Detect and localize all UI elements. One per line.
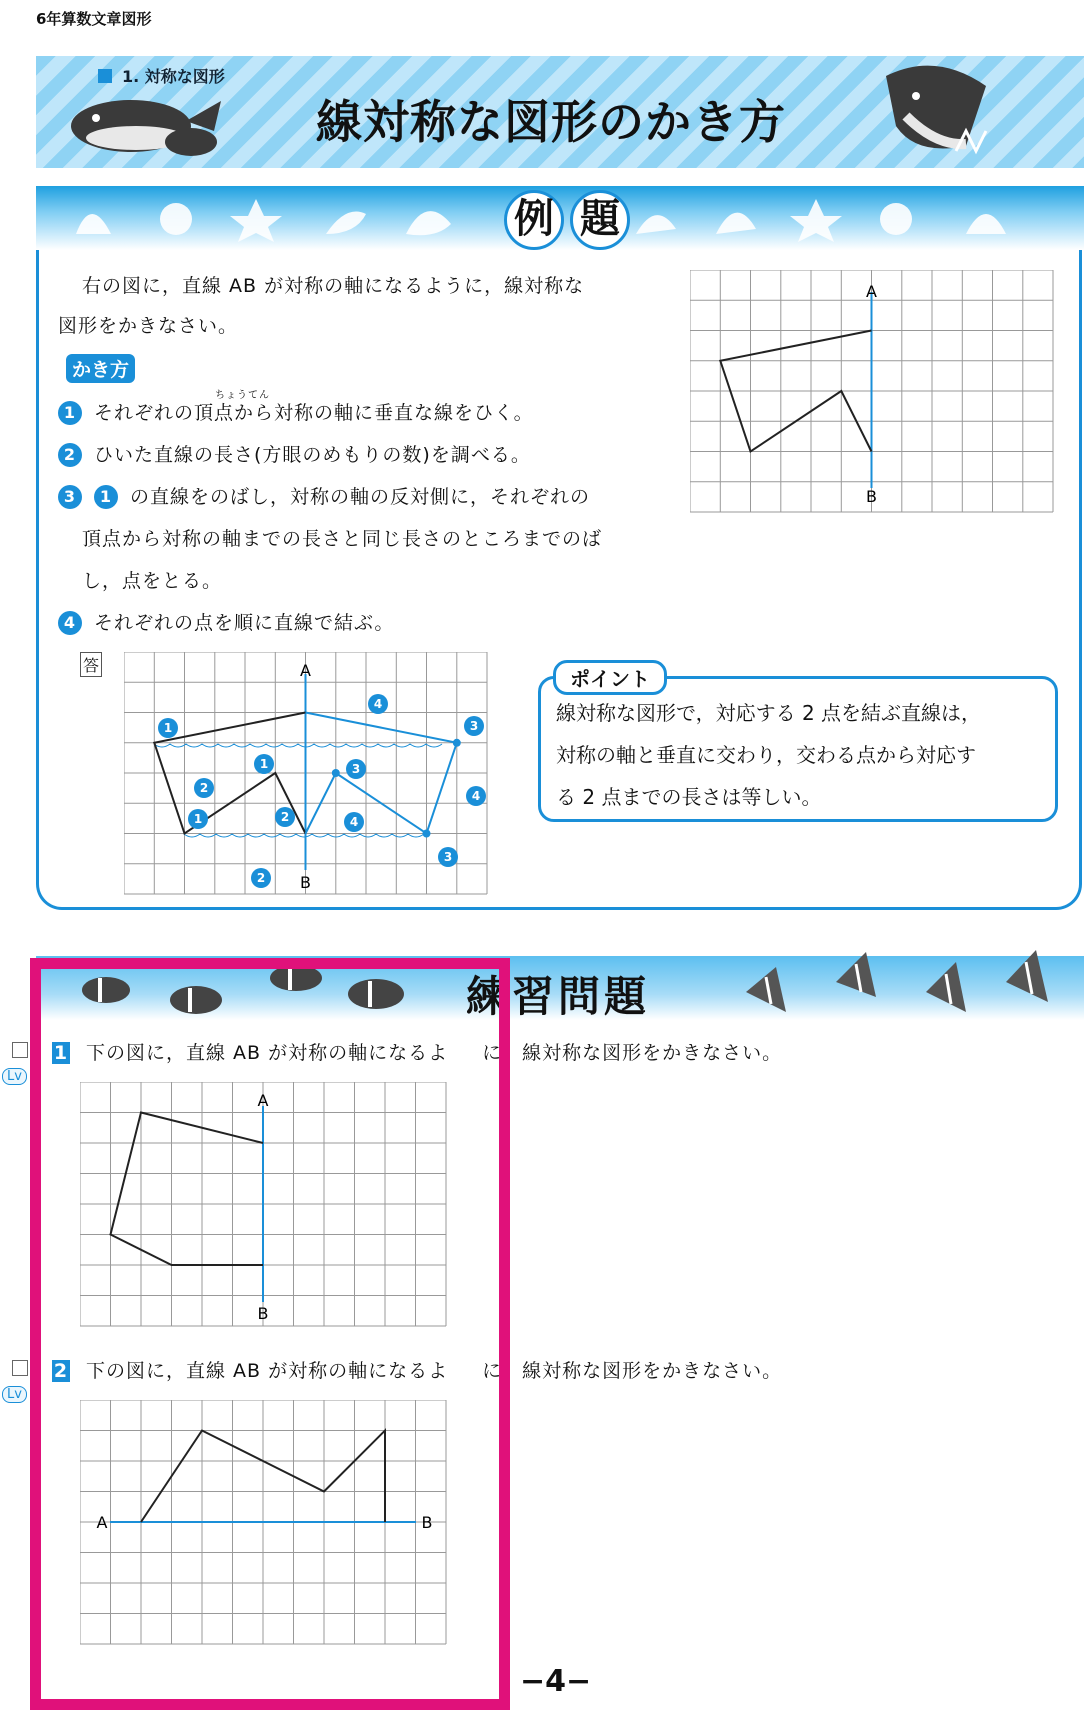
marker-1c: 1 bbox=[259, 757, 269, 771]
marker-4c: 4 bbox=[471, 789, 481, 803]
q1-axis-label-a: A bbox=[257, 1091, 269, 1110]
title-banner bbox=[36, 56, 1084, 168]
shell-decorations-left bbox=[66, 194, 486, 244]
marker-3b: 3 bbox=[469, 719, 479, 733]
step-number: 3 bbox=[58, 485, 82, 509]
marker-1a: 1 bbox=[163, 721, 173, 735]
marker-2b: 2 bbox=[280, 810, 290, 824]
page-title: 線対称な図形のかき方 bbox=[316, 95, 786, 149]
marker-2a: 2 bbox=[199, 781, 209, 795]
question-1-checkbox[interactable] bbox=[12, 1042, 28, 1058]
step-number: 1 bbox=[58, 401, 82, 425]
document-label: 6年算数文章図形 bbox=[36, 10, 152, 28]
problem-line-1: 右の図に，直線 AB が対称の軸になるように，線対称な bbox=[82, 275, 585, 297]
example-banner bbox=[36, 186, 1084, 250]
problem-text bbox=[58, 266, 678, 346]
question-text-b: に，線対称な図形をかきなさい。 bbox=[482, 1360, 783, 1382]
step-3-cont-1: 頂点から対称の軸までの長さと同じ長さのところまでのば bbox=[82, 528, 603, 550]
answer-axis-label-b: B bbox=[300, 873, 311, 892]
section-label-text: 1. 対称な図形 bbox=[122, 67, 225, 86]
step-4 bbox=[58, 608, 394, 635]
example-char-2: 題 bbox=[570, 190, 630, 250]
page-number: −4− bbox=[520, 1664, 592, 1699]
step-3-cont-2: し，点をとる。 bbox=[82, 570, 223, 592]
problem-line-2: 図形をかきなさい。 bbox=[58, 315, 239, 337]
question-2-level: Lv bbox=[2, 1386, 27, 1403]
point-line-3: る 2 点までの長さは等しい。 bbox=[556, 785, 822, 809]
step-number: 4 bbox=[58, 611, 82, 635]
point-label: ポイント bbox=[553, 660, 667, 695]
marker-2c: 2 bbox=[256, 871, 266, 885]
marker-4a: 4 bbox=[349, 815, 359, 829]
question-number: 2 bbox=[53, 1360, 69, 1382]
example-char-1: 例 bbox=[504, 190, 564, 250]
question-text-a: 下の図に，直線 AB が対称の軸になるよ bbox=[86, 1360, 449, 1382]
answer-grid-figure bbox=[124, 652, 496, 902]
step-1 bbox=[58, 398, 534, 425]
method-label: かき方 bbox=[66, 354, 135, 383]
question-2-checkbox[interactable] bbox=[12, 1360, 28, 1376]
whale-illustration-left bbox=[56, 76, 226, 166]
marker-3a: 3 bbox=[351, 762, 361, 776]
q1-axis-label-b: B bbox=[257, 1304, 269, 1323]
question-number: 1 bbox=[53, 1042, 69, 1064]
answer-axis-label-a: A bbox=[300, 661, 311, 680]
example-title bbox=[501, 190, 633, 250]
highlight-box bbox=[30, 958, 510, 1710]
step-2 bbox=[58, 440, 531, 467]
point-line-1: 線対称な図形で，対応する 2 点を結ぶ直線は， bbox=[556, 701, 982, 725]
example-grid-figure bbox=[690, 270, 1060, 520]
step-text: それぞれの頂点から対称の軸に垂直な線をひく。 bbox=[94, 402, 534, 424]
step-ref-number: 1 bbox=[94, 485, 118, 509]
point-text bbox=[556, 692, 1046, 818]
fish-decorations-right bbox=[726, 942, 1084, 1022]
axis-label-b: B bbox=[866, 487, 877, 506]
practice-title: 練習問題 bbox=[466, 972, 651, 1021]
whale-illustration-right bbox=[866, 56, 1006, 166]
marker-1b: 1 bbox=[193, 812, 203, 826]
step-text: の直線をのばし，対称の軸の反対側に，それぞれの bbox=[130, 486, 591, 508]
step-number: 2 bbox=[58, 443, 82, 467]
question-1-level: Lv bbox=[2, 1068, 27, 1085]
ruby-reading: ちょうてん bbox=[215, 390, 270, 401]
answer-label: 答 bbox=[80, 652, 102, 677]
q2-axis-label-a: A bbox=[96, 1513, 108, 1532]
step-text: ひいた直線の長さ(方眼のめもりの数)を調べる。 bbox=[94, 444, 531, 466]
step-text: それぞれの点を順に直線で結ぶ。 bbox=[94, 612, 395, 634]
question-text-a: 下の図に，直線 AB が対称の軸になるよ bbox=[86, 1042, 449, 1064]
question-text-b: に，線対称な図形をかきなさい。 bbox=[482, 1042, 783, 1064]
shell-decorations-right bbox=[626, 194, 1066, 244]
axis-label-a: A bbox=[866, 282, 877, 301]
point-line-2: 対称の軸と垂直に交わり，交わる点から対応す bbox=[556, 743, 976, 767]
marker-4b: 4 bbox=[373, 697, 383, 711]
q2-axis-label-b: B bbox=[421, 1513, 433, 1532]
marker-3c: 3 bbox=[443, 850, 453, 864]
step-3 bbox=[58, 482, 590, 509]
